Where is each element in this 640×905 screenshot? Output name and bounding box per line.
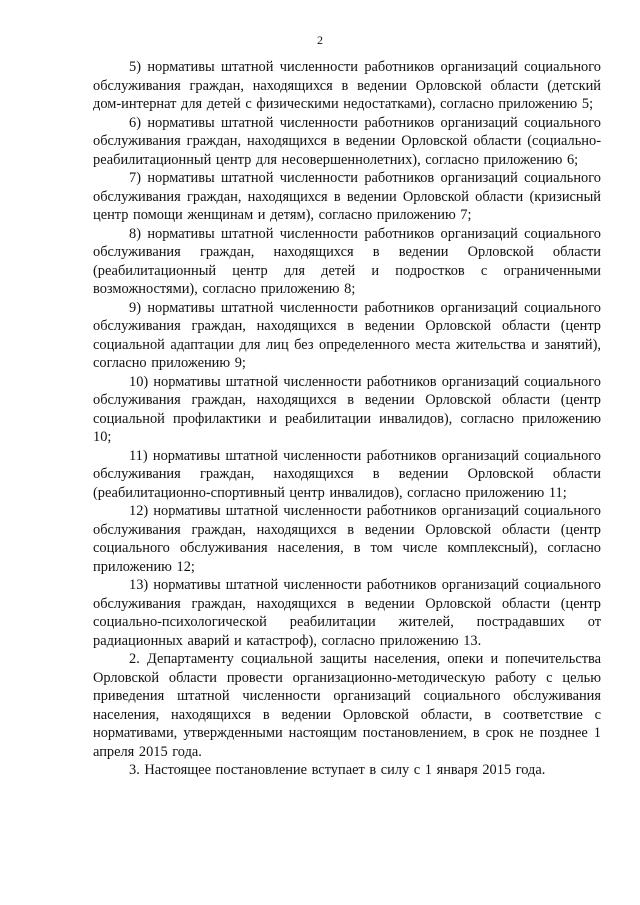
list-item-11: 11) нормативы штатной численности работников организаций социального обслуживания граждан, находящихся в ведении Орловской области (реабилитационно-спортивный центр инвалидов), согласно приложению 11;: [93, 447, 601, 501]
clause-3: 3. Настоящее постановление вступает в силу с 1 января 2015 года.: [129, 762, 546, 778]
list-item-7: 7) нормативы штатной численности работников организаций социального обслуживания граждан, находящихся в ведении Орловской области (кризисный центр помощи женщинам и детям), согласно приложению 7;: [93, 170, 601, 223]
list-item-10: 10) нормативы штатной численности работников организаций социального обслуживания граждан, находящихся в ведении Орловской области (центр социальной профилактики и реабилитации инвалидов), согласно приложению 10;: [93, 373, 601, 445]
list-item-6: 6) нормативы штатной численности работников организаций социального обслуживания граждан, находящихся в ведении Орловской области (социально-реабилитационный центр для несовершеннолетних), согласно приложению 6;: [93, 114, 601, 168]
page-number: 2: [317, 33, 323, 47]
list-item-8: 8) нормативы штатной численности работников организаций социального обслуживания граждан, находящихся в ведении Орловской области (реабилитационный центр для детей и подростков с ограниченными возможностями), согласно приложению 8;: [93, 225, 601, 297]
clause-2: 2. Департаменту социальной защиты населения, опеки и попечительства Орловской области провести организационно-методическую работу с целью приведения штатной численности организаций социального обслуживания населения, находящихся в ведении Орловской области, в соответствие с нормативами, утвержденными настоящим постановлением, в срок не позднее 1 апреля 2015 года.: [93, 651, 601, 760]
list-item-12: 12) нормативы штатной численности работников организаций социального обслуживания граждан, находящихся в ведении Орловской области (центр социального обслуживания населения, в том числе комплексный), согласно приложению 12;: [93, 503, 601, 575]
list-item-5: 5) нормативы штатной численности работников организаций социального обслуживания граждан, находящихся в ведении Орловской области (детский дом-интернат для детей с физическими недостатками), согласно приложению 5;: [93, 59, 601, 112]
list-item-9: 9) нормативы штатной численности работников организаций социального обслуживания граждан, находящихся в ведении Орловской области (центр социальной адаптации для лиц без определенного места жительства и занятий), согласно приложению 9;: [93, 299, 601, 371]
document-body: [93, 58, 601, 780]
list-item-13: 13) нормативы штатной численности работников организаций социального обслуживания граждан, находящихся в ведении Орловской области (центр социально-психологической реабилитации жителей, пострадавших от радиационных аварий и катастроф), согласно приложению 13.: [93, 577, 601, 649]
